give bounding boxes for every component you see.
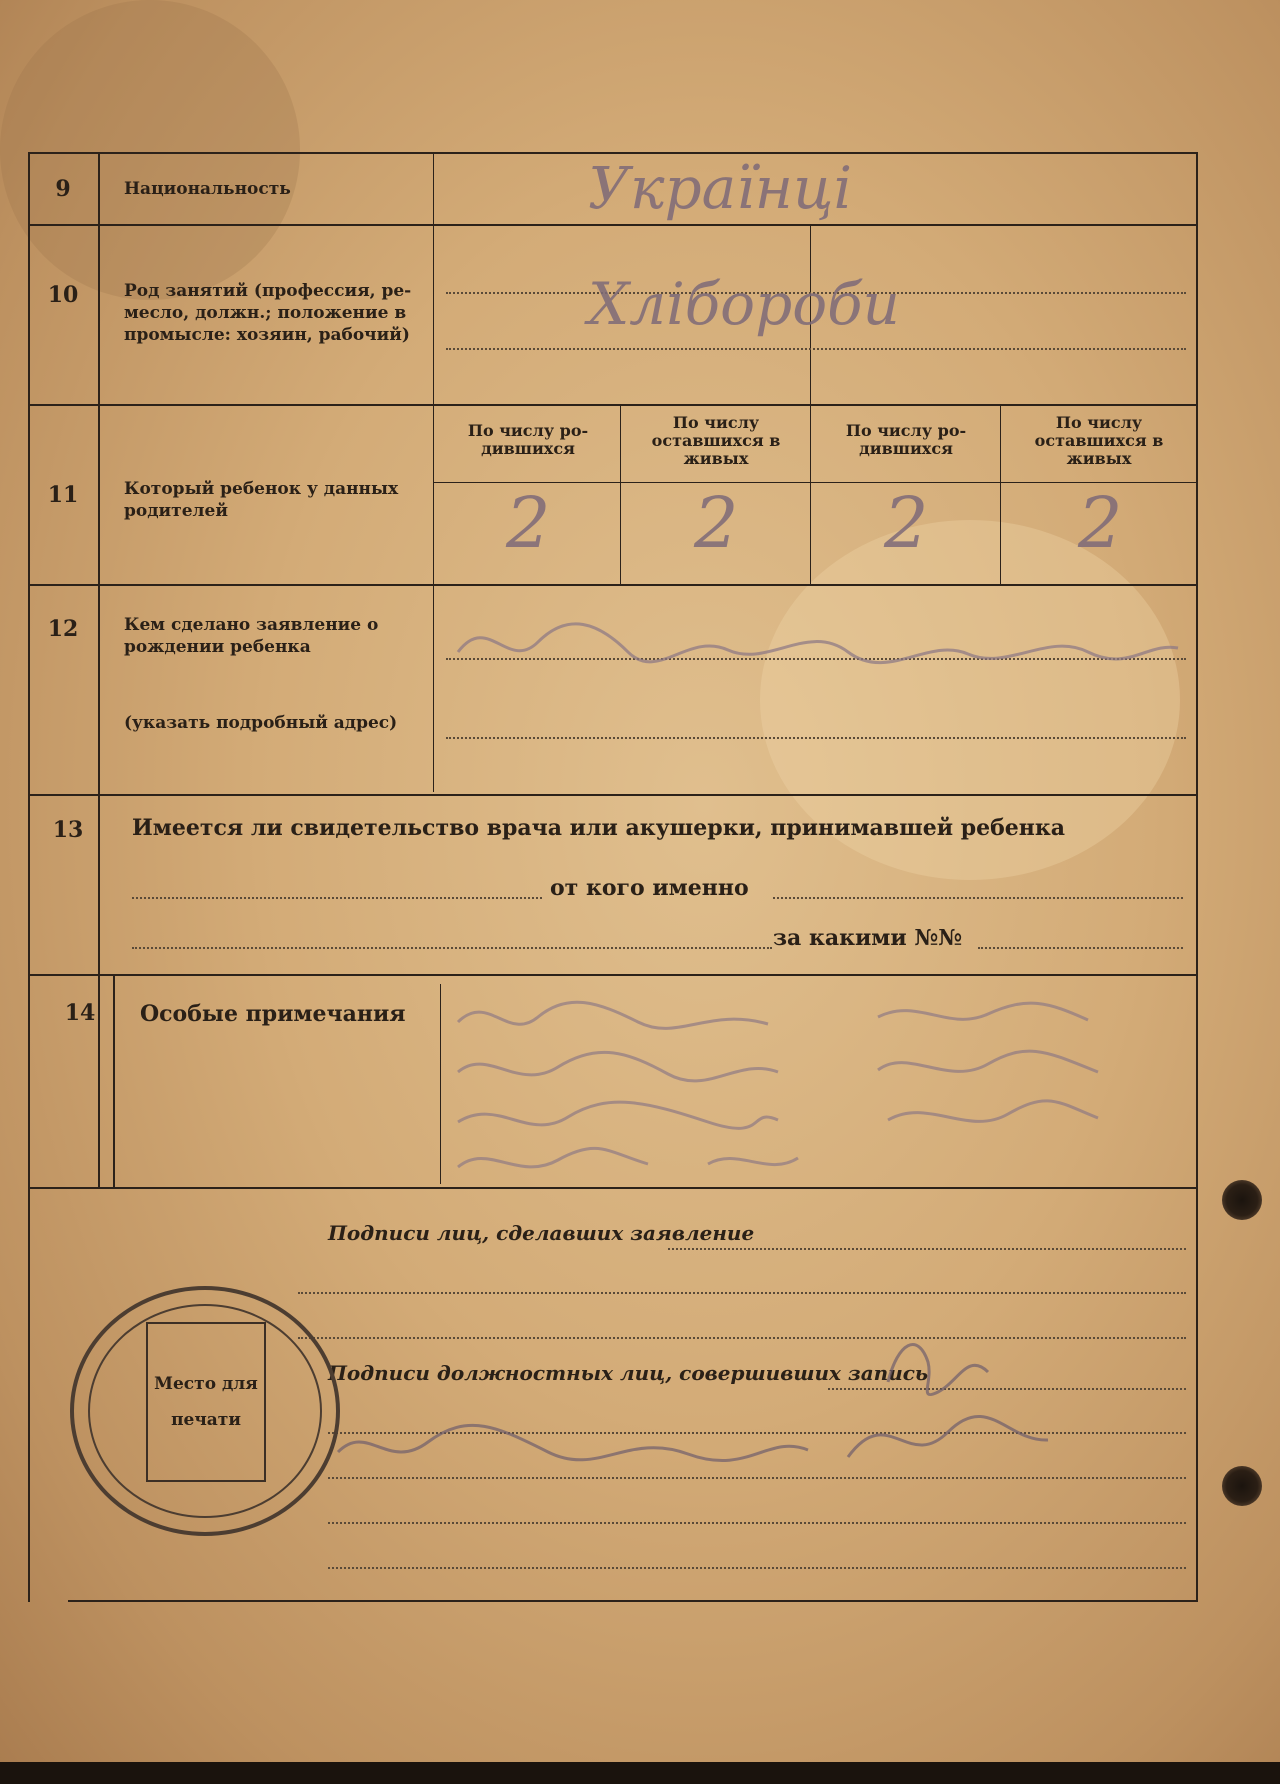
- handwriting-child-count: 2: [506, 482, 551, 564]
- row-label-address: (указать подробный адрес): [124, 713, 398, 733]
- child-order-label-line: родителей: [124, 501, 228, 521]
- dotted-line: [132, 947, 772, 949]
- row-number-10: 10: [47, 282, 79, 308]
- row-separator-9: [28, 224, 1198, 226]
- handwriting-remarks-scribble: [448, 992, 1188, 1182]
- frame-bottom: [68, 1600, 1198, 1602]
- header-line: По числу: [672, 413, 760, 432]
- row-label-nationality: Национальность: [124, 179, 291, 199]
- official-signature-scribble: [328, 1322, 1108, 1492]
- scan-bottom-edge: [0, 1762, 1280, 1784]
- dotted-line: [978, 947, 1183, 949]
- dotted-line: [328, 1567, 1186, 1569]
- child-header-born-2: [814, 422, 998, 458]
- stamp-box-line: Место для: [154, 1374, 258, 1394]
- child-col-divider-3: [1000, 404, 1001, 584]
- frame-left: [28, 152, 30, 1602]
- label-which-numbers: за какими №№: [773, 925, 963, 951]
- row-separator-14: [28, 1187, 1198, 1189]
- label-applicants-signatures: Подписи лиц, сделавших заявление: [328, 1221, 755, 1245]
- occupation-label-line: Род занятий (профессия, ре-: [124, 281, 412, 301]
- row-label-remarks: Особые примечания: [140, 1001, 406, 1027]
- row-number-9: 9: [55, 176, 71, 202]
- stamp-placeholder-box: [146, 1322, 266, 1482]
- handwriting-child-count: 2: [884, 482, 929, 564]
- label-from-whom: от кого именно: [550, 875, 749, 901]
- dotted-line: [298, 1292, 1186, 1294]
- row-number-13: 13: [52, 817, 84, 843]
- header-line: По числу ро-: [845, 421, 967, 440]
- child-col-divider-1: [620, 404, 621, 584]
- punch-hole: [1222, 1180, 1262, 1220]
- header-line: По числу ро-: [467, 421, 589, 440]
- handwriting-applicant-scribble: [448, 602, 1188, 682]
- row-label-applicant: [124, 614, 378, 658]
- applicant-label-line: Кем сделано заявление о: [124, 615, 379, 635]
- child-col-divider-2: [810, 404, 811, 584]
- row-separator-10: [28, 404, 1198, 406]
- child-header-alive-1: [624, 414, 808, 468]
- row-label-child-order: [124, 478, 398, 522]
- handwriting-occupation: Хлібороби: [588, 270, 900, 338]
- header-line: живых: [683, 449, 749, 468]
- header-line: оставшихся в: [1034, 431, 1164, 450]
- row-number-14: 14: [64, 1000, 96, 1026]
- dotted-line: [132, 897, 542, 899]
- child-header-alive-2: [1004, 414, 1194, 468]
- header-line: дившихся: [481, 439, 575, 458]
- occupation-label-line: месло, должн.; положение в: [124, 303, 407, 323]
- dotted-line: [328, 1522, 1186, 1524]
- handwriting-child-count: 2: [694, 482, 739, 564]
- stamp-box-line: печати: [171, 1410, 241, 1430]
- header-line: оставшихся в: [651, 431, 781, 450]
- dotted-line: [668, 1248, 1186, 1250]
- occupation-label-line: промысле: хозяин, рабочий): [124, 325, 410, 345]
- label-column-divider: [433, 152, 434, 792]
- row-separator-11: [28, 584, 1198, 586]
- child-header-born-1: [438, 422, 618, 458]
- row-number-11: 11: [47, 482, 79, 508]
- header-line: По числу: [1055, 413, 1143, 432]
- punch-hole: [1222, 1466, 1262, 1506]
- dotted-line: [446, 737, 1186, 739]
- header-line: живых: [1066, 449, 1132, 468]
- label-column-divider-14: [440, 984, 441, 1184]
- dotted-line: [446, 348, 1186, 350]
- number-column-divider-14: [113, 974, 115, 1187]
- handwriting-nationality: Українці: [588, 154, 853, 222]
- dotted-line: [773, 897, 1183, 899]
- number-column-divider: [98, 152, 100, 1187]
- handwriting-child-count: 2: [1078, 482, 1123, 564]
- official-stamp: [70, 1286, 340, 1536]
- applicant-label-line: рождении ребенка: [124, 637, 311, 657]
- row-separator-13: [28, 974, 1198, 976]
- row-label-certificate: Имеется ли свидетельство врача или акушерки, принимавшей ребенка: [132, 815, 1066, 841]
- frame-right: [1196, 152, 1198, 1602]
- label-officials-signatures: Подписи должностных лиц, совершивших запись: [328, 1361, 929, 1385]
- child-order-label-line: Который ребенок у данных: [124, 479, 399, 499]
- row-label-occupation: [124, 280, 411, 346]
- row-separator-12: [28, 794, 1198, 796]
- header-line: дившихся: [859, 439, 953, 458]
- row-number-12: 12: [47, 616, 79, 642]
